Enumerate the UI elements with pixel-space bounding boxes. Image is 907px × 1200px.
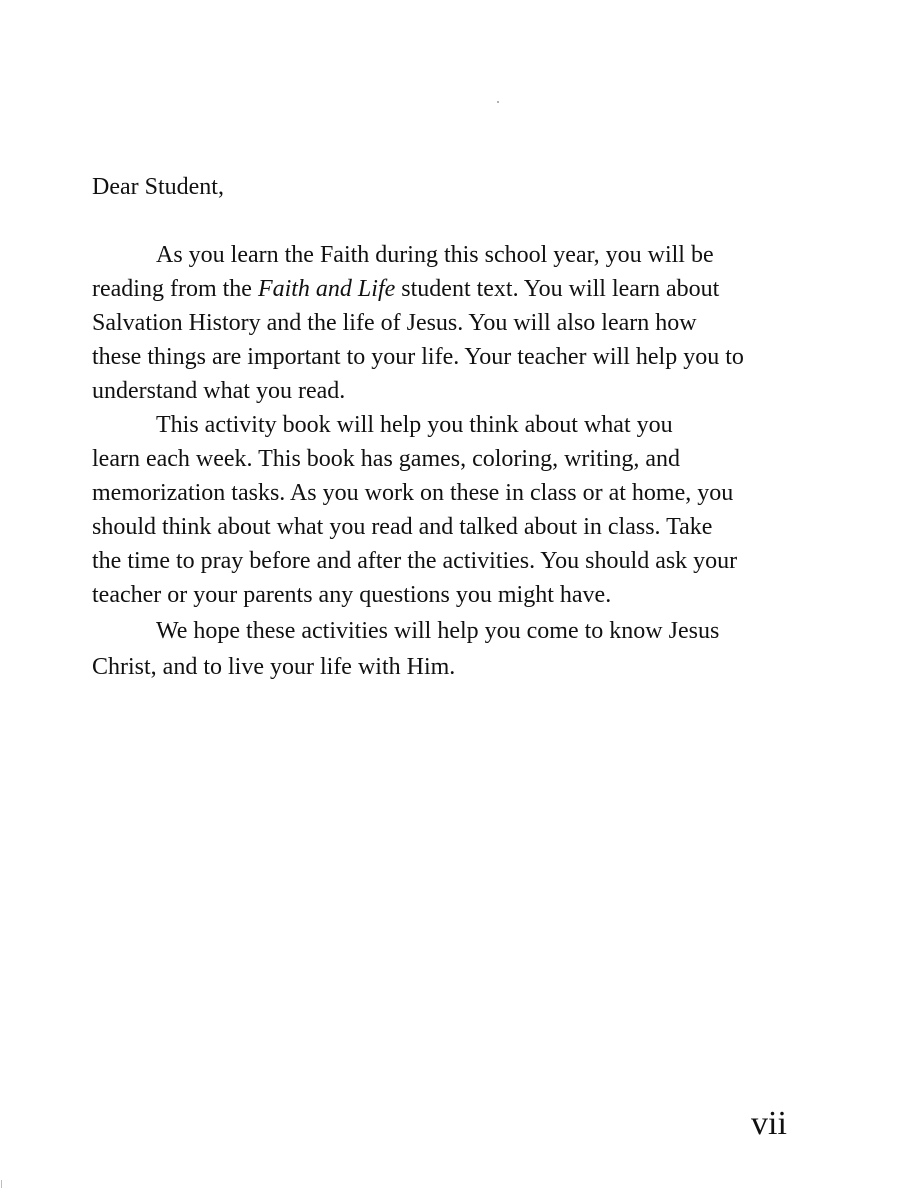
paragraph-1-line-4: these things are important to your life. Your teacher will help you to bbox=[92, 344, 744, 370]
page-number: vii bbox=[751, 1105, 787, 1142]
text-segment: student text. You will learn about bbox=[395, 276, 720, 302]
paragraph-2-line-3: memorization tasks. As you work on these in class or at home, you bbox=[92, 480, 734, 506]
paragraph-1-line-2 bbox=[92, 272, 719, 306]
letter-greeting: Dear Student, bbox=[92, 174, 224, 200]
scan-speck bbox=[497, 101, 499, 103]
paragraph-1-line-3: Salvation History and the life of Jesus. You will also learn how bbox=[92, 310, 697, 336]
paragraph-1-line-5: understand what you read. bbox=[92, 378, 346, 404]
scan-edge-mark bbox=[1, 1180, 2, 1188]
paragraph-3-line-2: Christ, and to live your life with Him. bbox=[92, 654, 456, 680]
paragraph-2-line-2: learn each week. This book has games, coloring, writing, and bbox=[92, 446, 681, 472]
paragraph-2-line-4: should think about what you read and talked about in class. Take bbox=[92, 514, 713, 540]
paragraph-3-line-1: We hope these activities will help you come to know Jesus bbox=[156, 618, 720, 644]
paragraph-2-line-1: This activity book will help you think about what you bbox=[156, 412, 673, 438]
paragraph-2-line-6: teacher or your parents any questions you might have. bbox=[92, 582, 612, 608]
book-title: Faith and Life bbox=[257, 276, 396, 302]
paragraph-1-line-1: As you learn the Faith during this school year, you will be bbox=[156, 242, 714, 268]
paragraph-2-line-5: the time to pray before and after the activities. You should ask your bbox=[92, 548, 738, 574]
text-segment: reading from the bbox=[92, 276, 258, 302]
